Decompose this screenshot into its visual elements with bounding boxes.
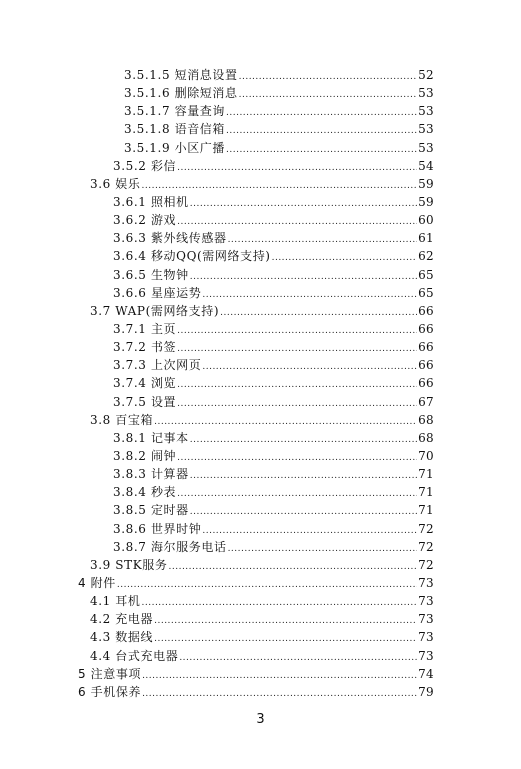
toc-entry-page: 66: [418, 358, 434, 373]
toc-entry-title: 3.5.2 彩信: [113, 158, 177, 173]
toc-entry-title: 4 附件: [78, 575, 116, 590]
toc-entry-title: 3.8.2 闹钟: [113, 448, 177, 463]
table-of-contents: [0, 66, 521, 701]
toc-entry[interactable]: [113, 157, 434, 177]
toc-row: [0, 320, 521, 338]
toc-entry-page: 73: [418, 575, 434, 590]
toc-row: [0, 447, 521, 465]
toc-entry-page: 62: [418, 249, 434, 264]
toc-entry[interactable]: [124, 84, 434, 104]
toc-row: [0, 302, 521, 320]
toc-row: [0, 538, 521, 556]
toc-entry[interactable]: [113, 501, 434, 521]
page-number: 3: [256, 712, 265, 727]
toc-entry[interactable]: [113, 447, 434, 467]
toc-entry-title: 3.8.3 计算器: [113, 467, 189, 482]
toc-entry-title: 3.6.3 紫外线传感器: [113, 231, 227, 246]
toc-entry-page: 59: [418, 176, 434, 191]
toc-entry-page: 73: [418, 612, 434, 627]
toc-entry[interactable]: [124, 102, 434, 122]
toc-entry[interactable]: [124, 120, 434, 140]
toc-row: [0, 102, 521, 120]
toc-entry-title: 3.8.1 记事本: [113, 430, 189, 445]
toc-entry-page: 68: [418, 430, 434, 445]
toc-row: [0, 556, 521, 574]
toc-entry-title: 5 注意事项: [78, 666, 142, 681]
toc-entry[interactable]: [113, 393, 434, 413]
toc-row: [0, 393, 521, 411]
toc-entry[interactable]: [113, 338, 434, 358]
toc-entry[interactable]: [113, 538, 434, 558]
toc-row: [0, 139, 521, 157]
toc-entry-page: 71: [418, 485, 434, 500]
toc-entry-page: 66: [418, 321, 434, 336]
toc-entry[interactable]: [113, 429, 434, 449]
toc-entry-page: 59: [418, 194, 434, 209]
toc-entry-title: 3.8 百宝箱: [90, 412, 154, 427]
toc-entry[interactable]: [124, 139, 434, 159]
toc-row: [0, 592, 521, 610]
toc-entry-page: 54: [418, 158, 434, 173]
toc-entry-title: 3.6.4 移动QQ(需网络支持): [113, 249, 271, 264]
toc-entry[interactable]: [90, 610, 434, 630]
toc-entry-page: 66: [418, 303, 434, 318]
toc-entry-page: 71: [418, 503, 434, 518]
toc-row: [0, 374, 521, 392]
toc-entry-page: 73: [418, 648, 434, 663]
toc-row: [0, 193, 521, 211]
toc-entry[interactable]: [113, 284, 434, 304]
toc-entry-page: 53: [418, 122, 434, 137]
toc-row: [0, 574, 521, 592]
toc-row: [0, 610, 521, 628]
toc-entry-page: 70: [418, 448, 434, 463]
toc-row: [0, 247, 521, 265]
toc-entry-title: 4.3 数据线: [90, 630, 154, 645]
toc-row: [0, 429, 521, 447]
toc-entry-page: 72: [418, 521, 434, 536]
toc-entry-page: 73: [418, 594, 434, 609]
toc-row: [0, 683, 521, 701]
toc-entry-title: 3.6.5 生物钟: [113, 267, 189, 282]
toc-entry-title: 3.9 STK服务: [90, 557, 168, 572]
toc-row: [0, 66, 521, 84]
toc-entry[interactable]: [113, 356, 434, 376]
toc-entry-title: 4.1 耳机: [90, 594, 141, 609]
toc-entry-title: 3.7.2 书签: [113, 340, 177, 355]
toc-entry[interactable]: [90, 647, 434, 667]
toc-entry-page: 72: [418, 539, 434, 554]
toc-entry-title: 3.5.1.6 删除短消息: [124, 86, 238, 101]
toc-entry[interactable]: [90, 411, 434, 431]
toc-entry[interactable]: [113, 193, 434, 213]
toc-entry-title: 3.6.2 游戏: [113, 213, 177, 228]
toc-entry[interactable]: [113, 211, 434, 231]
toc-row: [0, 356, 521, 374]
toc-row: [0, 229, 521, 247]
toc-entry-page: 67: [418, 394, 434, 409]
toc-entry[interactable]: [124, 66, 434, 86]
toc-entry[interactable]: [78, 574, 434, 594]
toc-row: [0, 628, 521, 646]
toc-entry-page: 53: [418, 104, 434, 119]
toc-entry-title: 3.8.6 世界时钟: [113, 521, 202, 536]
toc-row: [0, 520, 521, 538]
toc-entry-title: 3.5.1.9 小区广播: [124, 140, 225, 155]
toc-entry-page: 79: [418, 684, 434, 699]
toc-entry[interactable]: [113, 247, 434, 267]
toc-row: [0, 483, 521, 501]
toc-entry[interactable]: [113, 520, 434, 540]
toc-entry[interactable]: [113, 266, 434, 286]
toc-entry-title: 3.8.7 海尔服务电话: [113, 539, 227, 554]
toc-entry[interactable]: [78, 665, 434, 685]
toc-entry[interactable]: [90, 556, 434, 576]
toc-entry-title: 3.5.1.7 容量查询: [124, 104, 225, 119]
toc-entry-title: 3.6 娱乐: [90, 176, 141, 191]
toc-entry[interactable]: [90, 592, 434, 612]
toc-entry-title: 3.6.6 星座运势: [113, 285, 202, 300]
toc-entry-title: 3.7.4 浏览: [113, 376, 177, 391]
toc-entry-page: 65: [418, 285, 434, 300]
toc-entry-page: 68: [418, 412, 434, 427]
toc-entry-page: 66: [418, 340, 434, 355]
toc-row: [0, 120, 521, 138]
toc-entry[interactable]: [78, 683, 434, 703]
toc-entry-page: 72: [418, 557, 434, 572]
toc-entry-title: 3.5.1.5 短消息设置: [124, 68, 238, 82]
toc-entry-page: 65: [418, 267, 434, 282]
toc-row: [0, 266, 521, 284]
toc-row: [0, 465, 521, 483]
toc-row: [0, 175, 521, 193]
toc-entry-page: 52: [418, 68, 434, 82]
toc-entry[interactable]: [113, 374, 434, 394]
toc-entry-page: 66: [418, 376, 434, 391]
toc-row: [0, 84, 521, 102]
toc-entry-page: 53: [418, 140, 434, 155]
toc-entry[interactable]: [113, 483, 434, 503]
toc-entry[interactable]: [90, 628, 434, 648]
toc-entry-title: 3.6.1 照相机: [113, 194, 189, 209]
toc-entry-page: 73: [418, 630, 434, 645]
toc-row: [0, 211, 521, 229]
toc-row: [0, 665, 521, 683]
toc-entry-page: 71: [418, 467, 434, 482]
toc-entry[interactable]: [90, 175, 434, 195]
toc-entry-title: 3.8.5 定时器: [113, 503, 189, 518]
toc-row: [0, 501, 521, 519]
toc-entry-title: 3.5.1.8 语音信箱: [124, 122, 225, 137]
toc-entry-page: 53: [418, 86, 434, 101]
toc-entry-title: 3.8.4 秒表: [113, 485, 177, 500]
toc-entry-page: 74: [418, 666, 434, 681]
dot-leader: [142, 685, 417, 703]
toc-row: [0, 411, 521, 429]
toc-entry-title: 4.4 台式充电器: [90, 648, 179, 663]
toc-row: [0, 647, 521, 665]
toc-row: [0, 157, 521, 175]
toc-entry[interactable]: [90, 302, 434, 322]
toc-entry-page: 61: [418, 231, 434, 246]
toc-entry-title: 3.7.1 主页: [113, 321, 177, 336]
toc-entry[interactable]: [113, 320, 434, 340]
toc-row: [0, 284, 521, 302]
toc-entry-title: 6 手机保养: [78, 684, 142, 699]
toc-entry[interactable]: [113, 229, 434, 249]
toc-entry-title: 3.7 WAP(需网络支持): [90, 303, 220, 318]
toc-entry-title: 3.7.3 上次网页: [113, 358, 202, 373]
toc-entry[interactable]: [113, 465, 434, 485]
toc-row: [0, 338, 521, 356]
toc-entry-page: 60: [418, 213, 434, 228]
toc-entry-title: 4.2 充电器: [90, 612, 154, 627]
toc-entry-title: 3.7.5 设置: [113, 394, 177, 409]
